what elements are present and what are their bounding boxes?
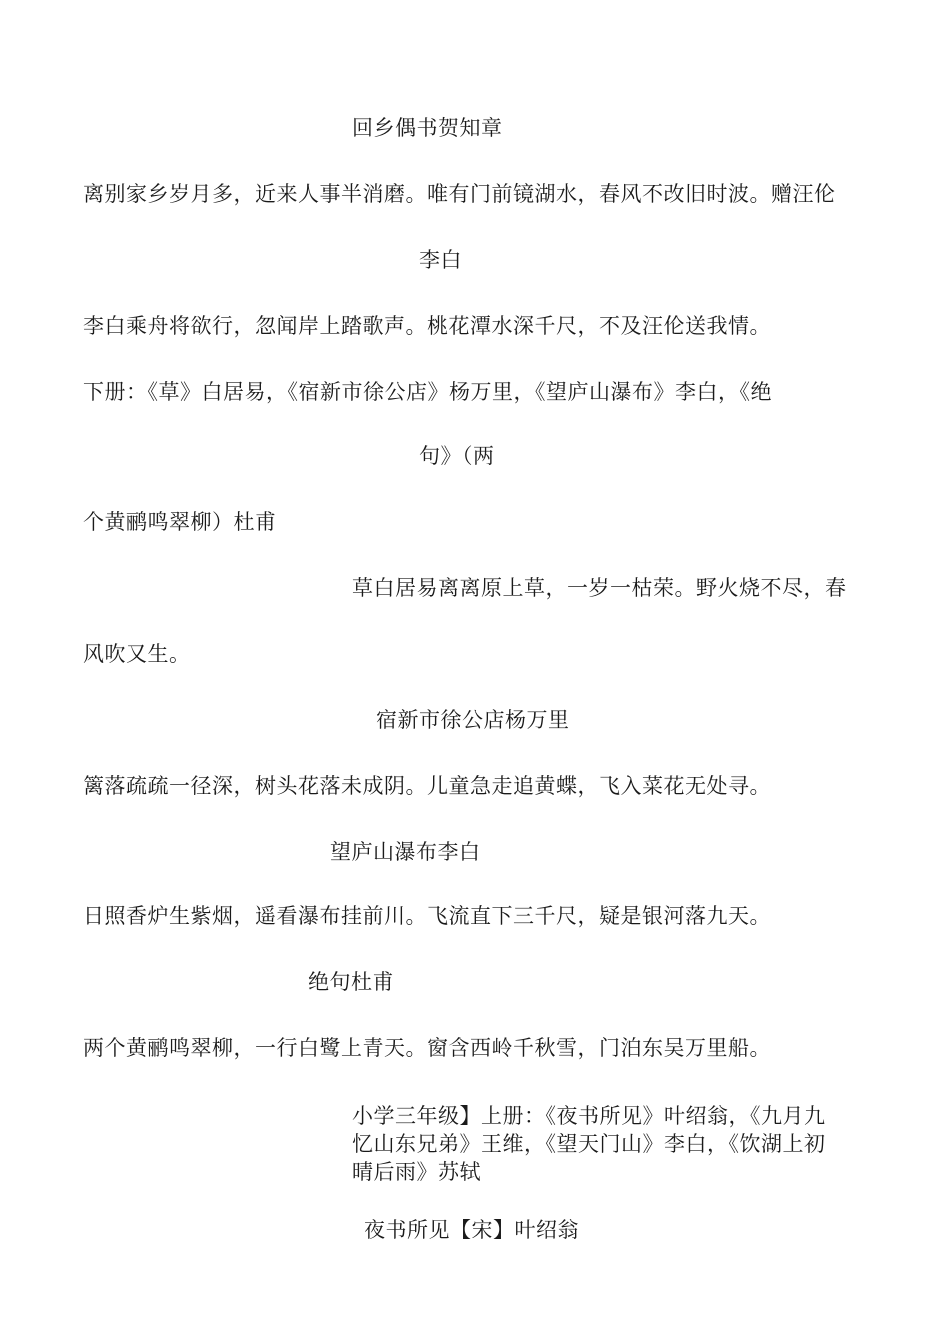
text-line: 小学三年级】上册：《夜书所见》叶绍翁，《九月九 [352,1104,826,1128]
poem-title: 望庐山瀑布李白 [330,840,481,864]
poem-title: 绝句杜甫 [308,970,394,994]
text-line: 草白居易离离原上草，一岁一枯荣。野火烧不尽，春 [352,576,847,600]
text-line: 李白 [419,248,462,272]
poem-title: 回乡偶书贺知章 [352,116,503,140]
text-block [352,1102,872,1186]
text-line: 日照香炉生紫烟，遥看瀑布挂前川。飞流直下三千尺，疑是银河落九天。 [83,904,771,928]
poem-title: 宿新市徐公店杨万里 [376,708,570,732]
text-line: 忆山东兄弟》王维，《望天门山》李白，《饮湖上初 [352,1132,826,1156]
text-line: 两个黄鹂鸣翠柳，一行白鹭上青天。窗含西岭千秋雪，门泊东吴万里船。 [83,1036,771,1060]
text-line: 篱落疏疏一径深，树头花落未成阴。儿童急走追黄蝶，飞入菜花无处寻。 [83,774,771,798]
text-line: 句》（两 [419,444,495,468]
poem-title: 夜书所见【宋】叶绍翁 [364,1218,579,1242]
text-line: 李白乘舟将欲行，忽闻岸上踏歌声。桃花潭水深千尺，不及汪伦送我情。 [83,314,771,338]
text-line: 风吹又生。 [83,642,191,666]
text-line: 离别家乡岁月多，近来人事半消磨。唯有门前镜湖水，春风不改旧时波。赠汪伦 [83,182,836,206]
text-line: 个黄鹂鸣翠柳）杜甫 [83,510,277,534]
text-line: 下册：《草》白居易，《宿新市徐公店》杨万里，《望庐山瀑布》李白，《绝 [83,380,772,404]
text-line: 晴后雨》苏轼 [352,1160,481,1184]
